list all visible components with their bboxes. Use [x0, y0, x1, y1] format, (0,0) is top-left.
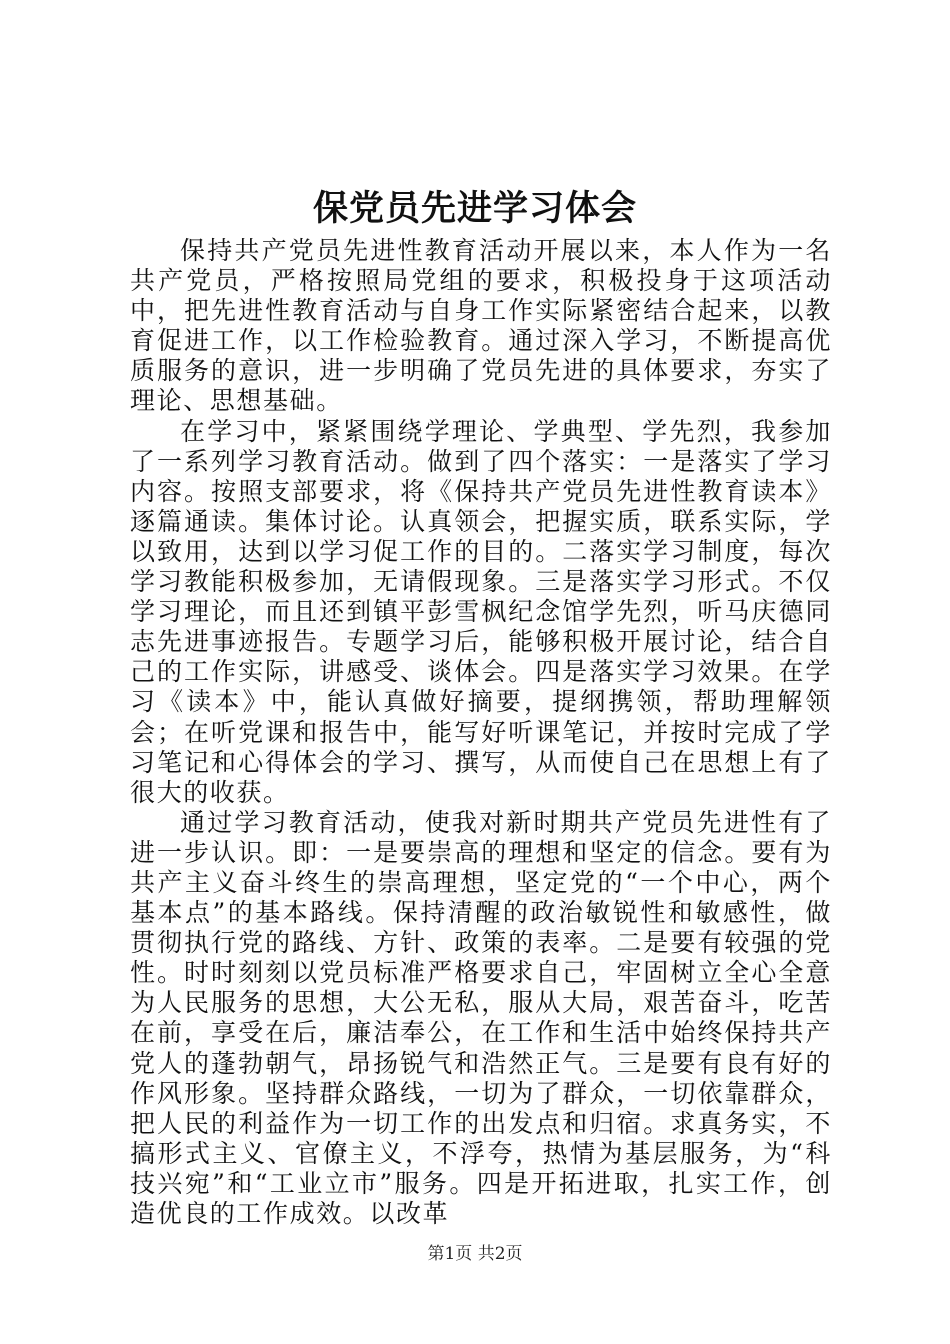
document-body: [130, 236, 832, 1229]
page-footer: 第1页 共2页: [427, 1244, 523, 1264]
paragraph-study-activities: 在学习中，紧紧围绕学理论、学典型、学先烈，我参加了一系列学习教育活动。做到了四个落实：一是落实了学习内容。按照支部要求，将《保持共产党员先进性教育读本》逐篇通读。集体讨论。认真领会，把握实质，联系实际，学以致用，达到以学习促工作的目的。二落实学习制度，每次学习教能积极参加，无请假现象。三是落实学习形式。不仅学习理论，而且还到镇平彭雪枫纪念馆学先烈，听马庆德同志先进事迹报告。专题学习后，能够积极开展讨论，结合自己的工作实际，讲感受、谈体会。四是落实学习效果。在学习《读本》中，能认真做好摘要，提纲携领，帮助理解领会；在听党课和报告中，能写好听课笔记，并按时完成了学习笔记和心得体会的学习、撰写，从而使自己在思想上有了很大的收获。: [130, 416, 832, 807]
document-title: 保党员先进学习体会: [312, 188, 637, 229]
paragraph-intro: 保持共产党员先进性教育活动开展以来，本人作为一名共产党员，严格按照局党组的要求，积极投身于这项活动中，把先进性教育活动与自身工作实际紧密结合起来，以教育促进工作，以工作检验教育。通过深入学习，不断提高优质服务的意识，进一步明确了党员先进的具体要求，夯实了理论、思想基础。: [130, 236, 832, 416]
paragraph-understanding: 通过学习教育活动，使我对新时期共产党员先进性有了进一步认识。即：一是要崇高的理想和坚定的信念。要有为共产主义奋斗终生的崇高理想，坚定党的“一个中心，两个基本点”的基本路线。保持清醒的政治敏锐性和敏感性，做贯彻执行党的路线、方针、政策的表率。二是要有较强的党性。时时刻刻以党员标准严格要求自己，牢固树立全心全意为人民服务的思想，大公无私，服从大局，艰苦奋斗，吃苦在前，享受在后，廉洁奉公，在工作和生活中始终保持共产党人的蓬勃朝气，昂扬锐气和浩然正气。三是要有良有好的作风形象。坚持群众路线，一切为了群众，一切依靠群众，把人民的利益作为一切工作的出发点和归宿。求真务实，不搞形式主义、官僚主义，不浮夸，热情为基层服务，为“科技兴宛”和“工业立市”服务。四是开拓进取，扎实工作，创造优良的工作成效。以改革: [130, 807, 832, 1228]
